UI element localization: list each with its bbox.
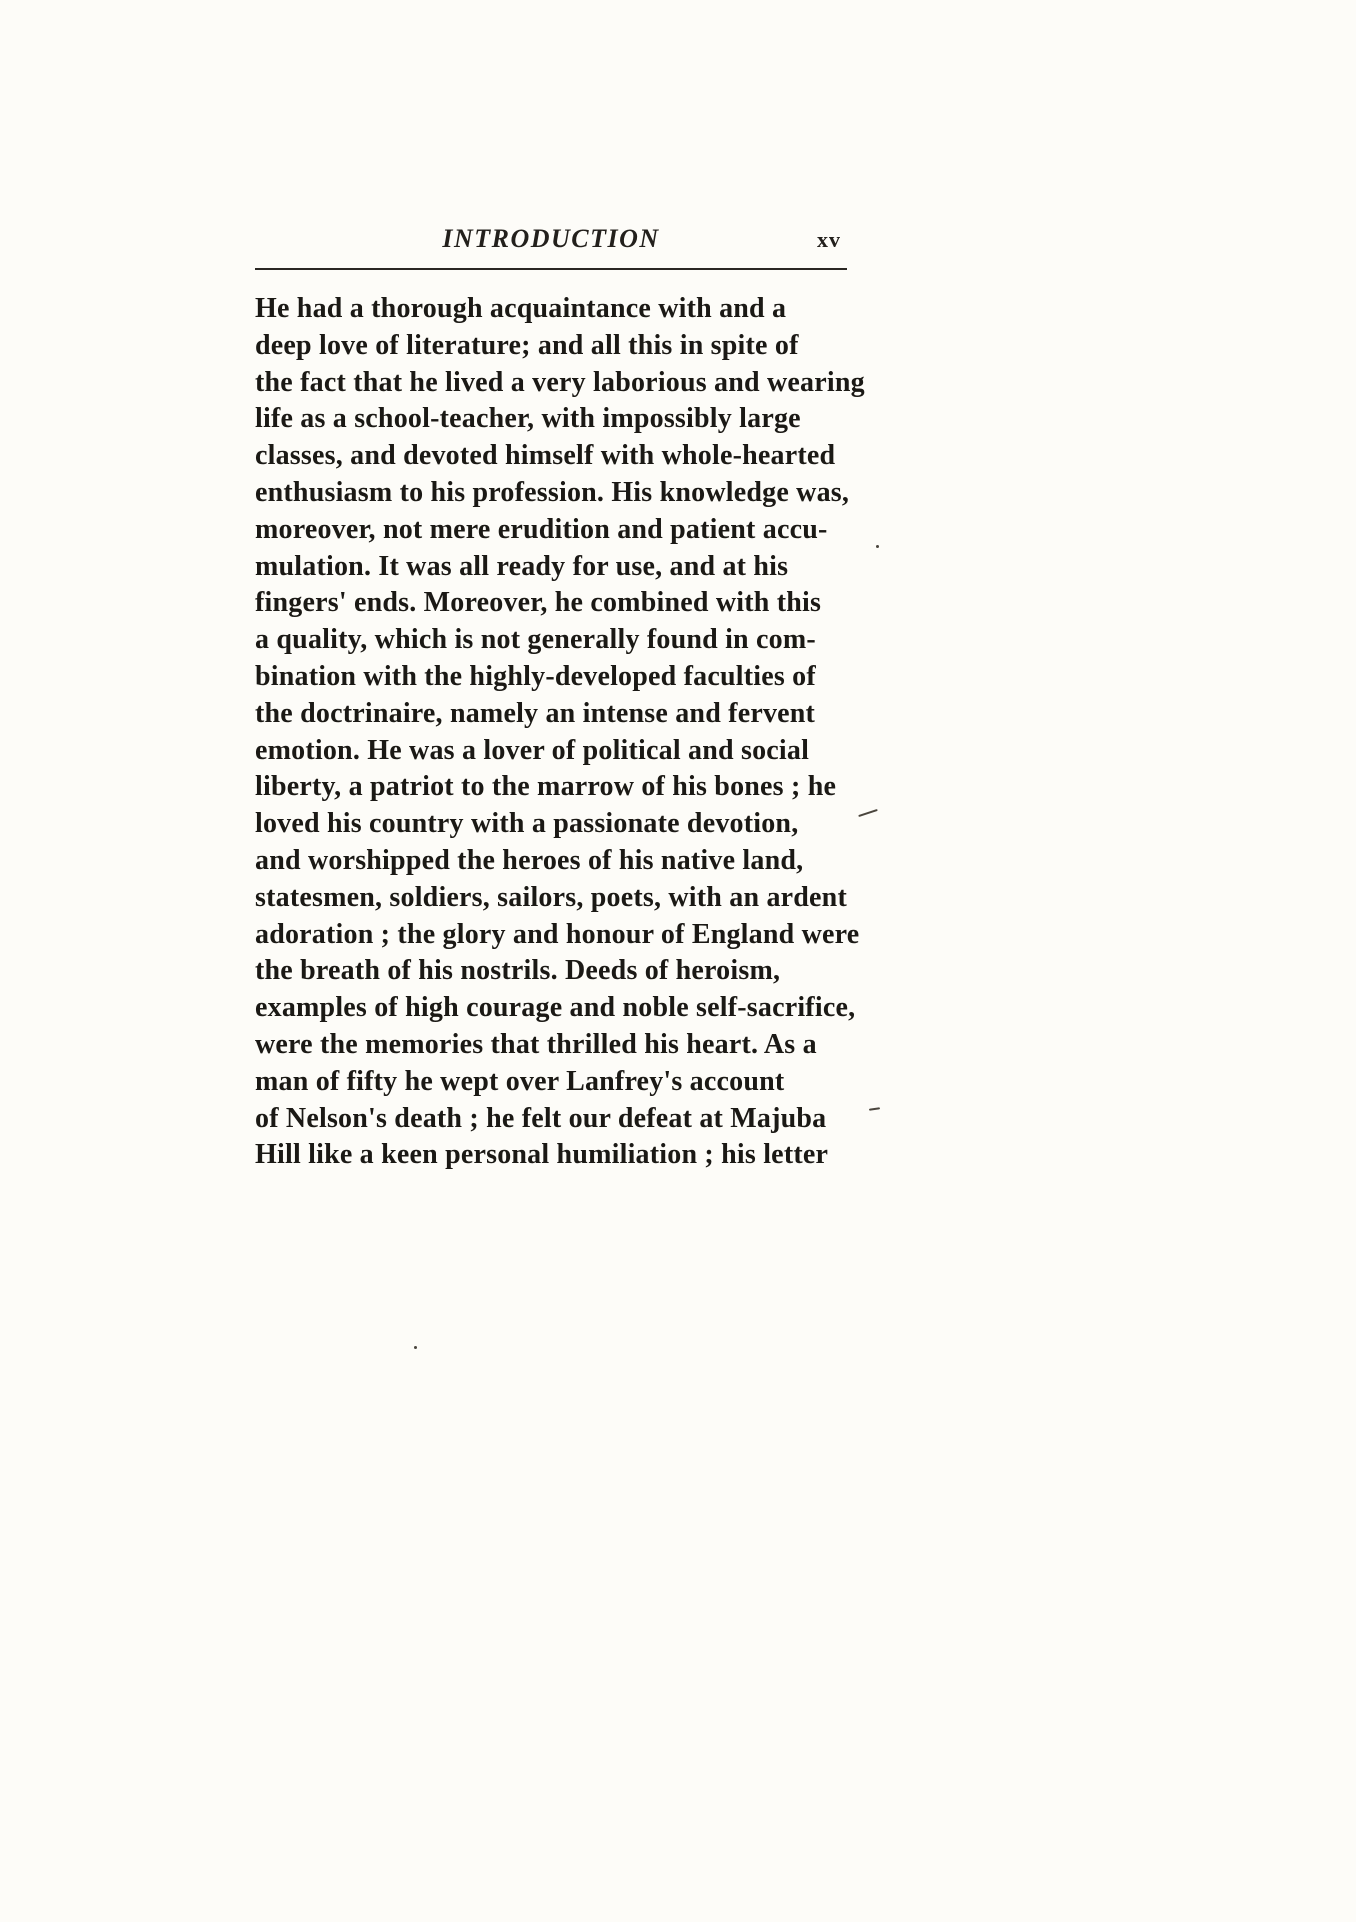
text-line: a quality, which is not generally found in com-: [255, 624, 816, 656]
text-line: enthusiasm to his profession. His knowledge was,: [255, 476, 850, 508]
page-header: [255, 224, 847, 258]
text-line: moreover, not mere erudition and patient accu-: [255, 513, 828, 545]
text-line: He had a thorough acquaintance with and a: [255, 293, 787, 324]
page-number: xv: [817, 227, 841, 252]
text-line: of Nelson's death ; he felt our defeat at Majuba: [255, 1102, 827, 1134]
header-rule: [255, 268, 847, 270]
scan-artifact-dot: [414, 1346, 417, 1349]
text-line: deep love of literature; and all this in spite of: [255, 329, 799, 361]
text-line: emotion. He was a lover of political and social: [255, 734, 810, 766]
text-line: man of fifty he wept over Lanfrey's account: [255, 1065, 785, 1097]
text-line: liberty, a patriot to the marrow of his bones ; he: [255, 771, 837, 803]
text-line: Hill like a keen personal humiliation ; his letter: [255, 1139, 829, 1171]
text-line: the breath of his nostrils. Deeds of heroism,: [255, 955, 781, 987]
text-line: examples of high courage and noble self-sacrifice,: [255, 992, 856, 1024]
text-line: adoration ; the glory and honour of England were: [255, 918, 860, 950]
text-line: bination with the highly-developed faculties of: [255, 660, 816, 692]
text-line: the fact that he lived a very laborious and wearing: [255, 366, 865, 398]
chapter-title: INTRODUCTION: [442, 224, 660, 253]
text-line: fingers' ends. Moreover, he combined with this: [255, 587, 822, 619]
text-line: mulation. It was all ready for use, and at his: [255, 550, 789, 582]
body-text: [255, 291, 865, 1174]
text-line: classes, and devoted himself with whole-hearted: [255, 440, 836, 472]
scan-artifact-dot: [876, 545, 879, 548]
text-column: [255, 224, 865, 1174]
scan-artifact-dash: [858, 809, 878, 817]
scan-artifact-dash: [869, 1107, 880, 1111]
text-line: life as a school-teacher, with impossibly large: [255, 403, 801, 435]
text-line: the doctrinaire, namely an intense and fervent: [255, 697, 816, 729]
text-line: statesmen, soldiers, sailors, poets, with an ardent: [255, 881, 847, 913]
text-line: loved his country with a passionate devotion,: [255, 808, 799, 840]
text-line: and worshipped the heroes of his native land,: [255, 844, 804, 876]
text-line: were the memories that thrilled his heart. As a: [255, 1028, 817, 1060]
